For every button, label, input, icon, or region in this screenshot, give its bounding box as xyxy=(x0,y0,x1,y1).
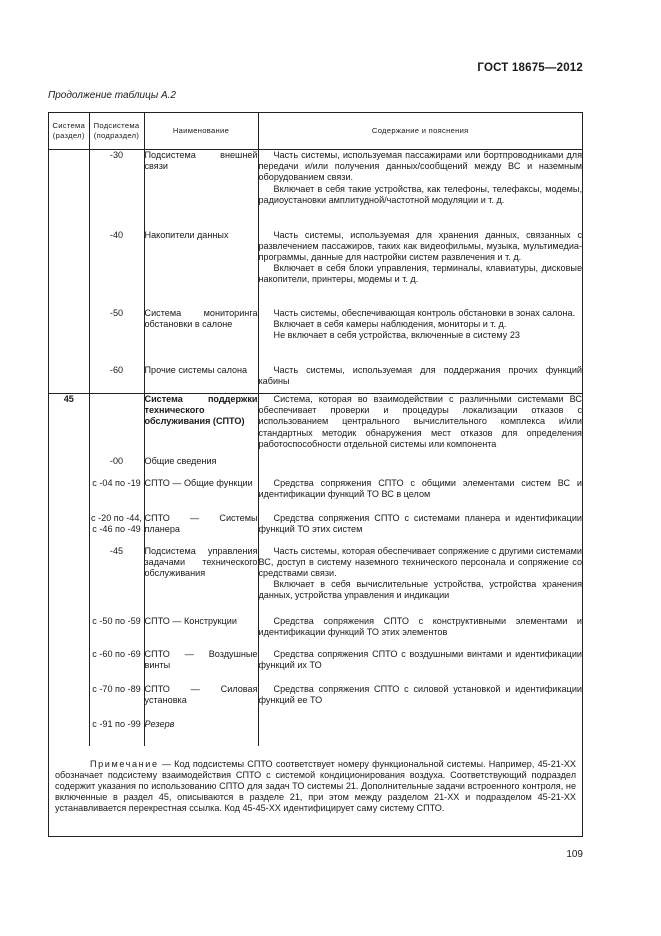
cell-subsystem: с -70 по -89 xyxy=(89,684,144,719)
content-paragraph: Средства сопряжения СПТО с воздушными винтами и идентификации функций их ТО xyxy=(258,648,582,670)
cell-subsystem: -40 xyxy=(89,230,144,308)
cell-content xyxy=(258,719,582,746)
cell-system xyxy=(49,513,89,546)
cell-content xyxy=(258,478,582,513)
content-paragraph: Средства сопряжения СПТО с конструктивными элементами и идентификации функций ТО этих элементов xyxy=(258,615,582,637)
cell-subsystem: с -50 по -59 xyxy=(89,616,144,649)
cell-content xyxy=(258,546,582,616)
table-continuation-caption: Продолжение таблицы А.2 xyxy=(48,90,176,101)
table-row xyxy=(49,546,582,616)
cell-system xyxy=(49,649,89,684)
content-paragraph: Часть системы, используемая для поддержания прочих функций кабины xyxy=(258,364,582,386)
table-row xyxy=(49,365,582,394)
cell-content xyxy=(258,649,582,684)
cell-subsystem: с -04 по -19 xyxy=(89,478,144,513)
cell-content xyxy=(258,616,582,649)
cell-content xyxy=(258,394,582,456)
content-paragraph: Не включает в себя устройства, включенные в систему 23 xyxy=(273,329,520,340)
table-row xyxy=(49,150,582,230)
cell-name xyxy=(144,456,258,478)
cell-content xyxy=(258,150,582,230)
note-text: — Код подсистемы СПТО соответствует номеру функциональной системы. Например, 45-21-ХХ обозначает подсистему взаимодействия СПТО с системой кондиционирования воздуха. Соответствующий подраздел содержит указания по использованию СПТО для задач ТО системы 21. Дополнительные задачи встроенного контроля, не включенные в раздел 45, описываются в разделе 21, при этом между разделом 21-ХХ и подразделом 45-21-ХХ устанавливается перекрестная ссылка. Код 45-45-ХХ идентифицирует саму систему СПТО. xyxy=(55,759,576,814)
column-header-name: Наименование xyxy=(144,113,258,150)
name-text: Накопители данных xyxy=(144,229,229,240)
cell-name xyxy=(144,230,258,308)
name-text: Подсистема внешней связи xyxy=(144,150,258,172)
content-paragraph: Средства сопряжения СПТО с силовой установкой и идентификации функций ее ТО xyxy=(258,683,582,705)
table-row xyxy=(49,513,582,546)
cell-system xyxy=(49,719,89,746)
cell-name xyxy=(144,365,258,394)
cell-content xyxy=(258,308,582,365)
cell-system xyxy=(49,230,89,308)
table-row xyxy=(49,478,582,513)
cell-system xyxy=(49,365,89,394)
cell-name xyxy=(144,719,258,746)
cell-content xyxy=(258,456,582,478)
cell-subsystem xyxy=(89,394,144,456)
table-row xyxy=(49,394,582,456)
cell-subsystem: с -60 по -69 xyxy=(89,649,144,684)
cell-name xyxy=(144,513,258,546)
cell-name xyxy=(144,150,258,230)
page-number: 109 xyxy=(566,849,583,860)
cell-name xyxy=(144,649,258,684)
column-header-subsystem: Подсистема (подраздел) xyxy=(89,113,144,150)
name-text: Система поддержки технического обслуживания (СПТО) xyxy=(144,394,258,427)
content-paragraph: Включает в себя вычислительные устройства, устройства хранения данных, устройства управления и индикации xyxy=(258,579,582,601)
table-row xyxy=(49,649,582,684)
cell-content xyxy=(258,365,582,394)
cell-subsystem: -60 xyxy=(89,365,144,394)
cell-system xyxy=(49,478,89,513)
content-paragraph: Включает в себя камеры наблюдения, мониторы и т. д. xyxy=(273,318,507,329)
cell-system xyxy=(49,308,89,365)
content-paragraph: Часть системы, используемая пассажирами или бортпроводниками для передачи и/или получения данных/сообщений между ВС и наземным оборудованием связи. xyxy=(258,150,582,183)
name-text: СПТО — Конструкции xyxy=(144,615,237,626)
content-paragraph: Включает в себя блоки управления, терминалы, клавиатуры, дисковые накопители, принтеры, модемы и т. д. xyxy=(258,263,582,285)
cell-system xyxy=(49,616,89,649)
content-paragraph: Средства сопряжения СПТО с системами планера и идентификации функций ТО этих систем xyxy=(258,512,582,534)
column-header-system: Система (раздел) xyxy=(49,113,89,150)
name-text: Резерв xyxy=(144,718,175,729)
cell-system xyxy=(49,684,89,719)
name-text: Прочие системы салона xyxy=(144,364,248,375)
cell-content xyxy=(258,230,582,308)
name-text: Система мониторинга обстановки в салоне xyxy=(144,307,258,329)
table-row xyxy=(49,719,582,746)
name-text: СПТО — Силовая установка xyxy=(144,683,258,705)
cell-name xyxy=(144,616,258,649)
cell-name xyxy=(144,394,258,456)
cell-system xyxy=(49,546,89,616)
table-row xyxy=(49,230,582,308)
cell-system: 45 xyxy=(49,394,89,456)
content-paragraph: Средства сопряжения СПТО с общими элементами систем ВС и идентификации функций ТО ВС в целом xyxy=(258,477,582,499)
cell-subsystem: -50 xyxy=(89,308,144,365)
content-paragraph: Включает в себя такие устройства, как телефоны, телефаксы, модемы, радиоустановки амплитудной/частотной модуляции и т. д. xyxy=(258,183,582,205)
content-paragraph: Часть системы, обеспечивающая контроль обстановки в зонах салона. xyxy=(273,307,576,318)
table-frame xyxy=(48,112,583,837)
cell-name xyxy=(144,684,258,719)
cell-system xyxy=(49,456,89,478)
name-text: Подсистема управления задачами технического обслуживания xyxy=(144,545,258,578)
name-text: СПТО — Общие функции xyxy=(144,477,253,488)
column-header-content: Содержание и пояснения xyxy=(258,113,582,150)
cell-subsystem: с -20 по -44, с -46 по -49 xyxy=(89,513,144,546)
cell-content xyxy=(258,684,582,719)
table-note xyxy=(49,759,582,814)
table-row xyxy=(49,616,582,649)
cell-system xyxy=(49,150,89,230)
name-text: Общие сведения xyxy=(144,455,217,466)
table-row xyxy=(49,456,582,478)
cell-name xyxy=(144,308,258,365)
cell-name xyxy=(144,546,258,616)
note-label: Примечание xyxy=(90,759,159,769)
cell-subsystem: -30 xyxy=(89,150,144,230)
cell-subsystem: -00 xyxy=(89,456,144,478)
content-paragraph: Часть системы, которая обеспечивает сопряжение с другими системами ВС, доступ в систему наземного технического персонала и сопряжение со средствами связи. xyxy=(258,545,582,578)
cell-content xyxy=(258,513,582,546)
table-body xyxy=(49,150,582,746)
table-header-row xyxy=(49,113,582,150)
content-paragraph: Часть системы, используемая для хранения данных, связанных с развлечением пассажиров, таких как видеофильмы, музыка, мультимедиа-программы, данные для настройки систем развлечения и т. д. xyxy=(258,229,582,262)
table-row xyxy=(49,684,582,719)
cell-subsystem: с -91 по -99 xyxy=(89,719,144,746)
name-text: СПТО — Системы планера xyxy=(144,512,258,534)
content-paragraph: Система, которая во взаимодействии с различными системами ВС обеспечивает проверки и процедуры локализации отказов с использованием центрального вычислительного комплекса и/или стандартных методик обнаружения мест отказов для определения работоспособности отдельной системы или компонента xyxy=(258,394,582,449)
systems-table xyxy=(49,113,582,746)
name-text: СПТО — Воздушные винты xyxy=(144,648,258,670)
table-row xyxy=(49,308,582,365)
cell-subsystem: -45 xyxy=(89,546,144,616)
cell-name xyxy=(144,478,258,513)
document-id: ГОСТ 18675—2012 xyxy=(477,62,583,74)
